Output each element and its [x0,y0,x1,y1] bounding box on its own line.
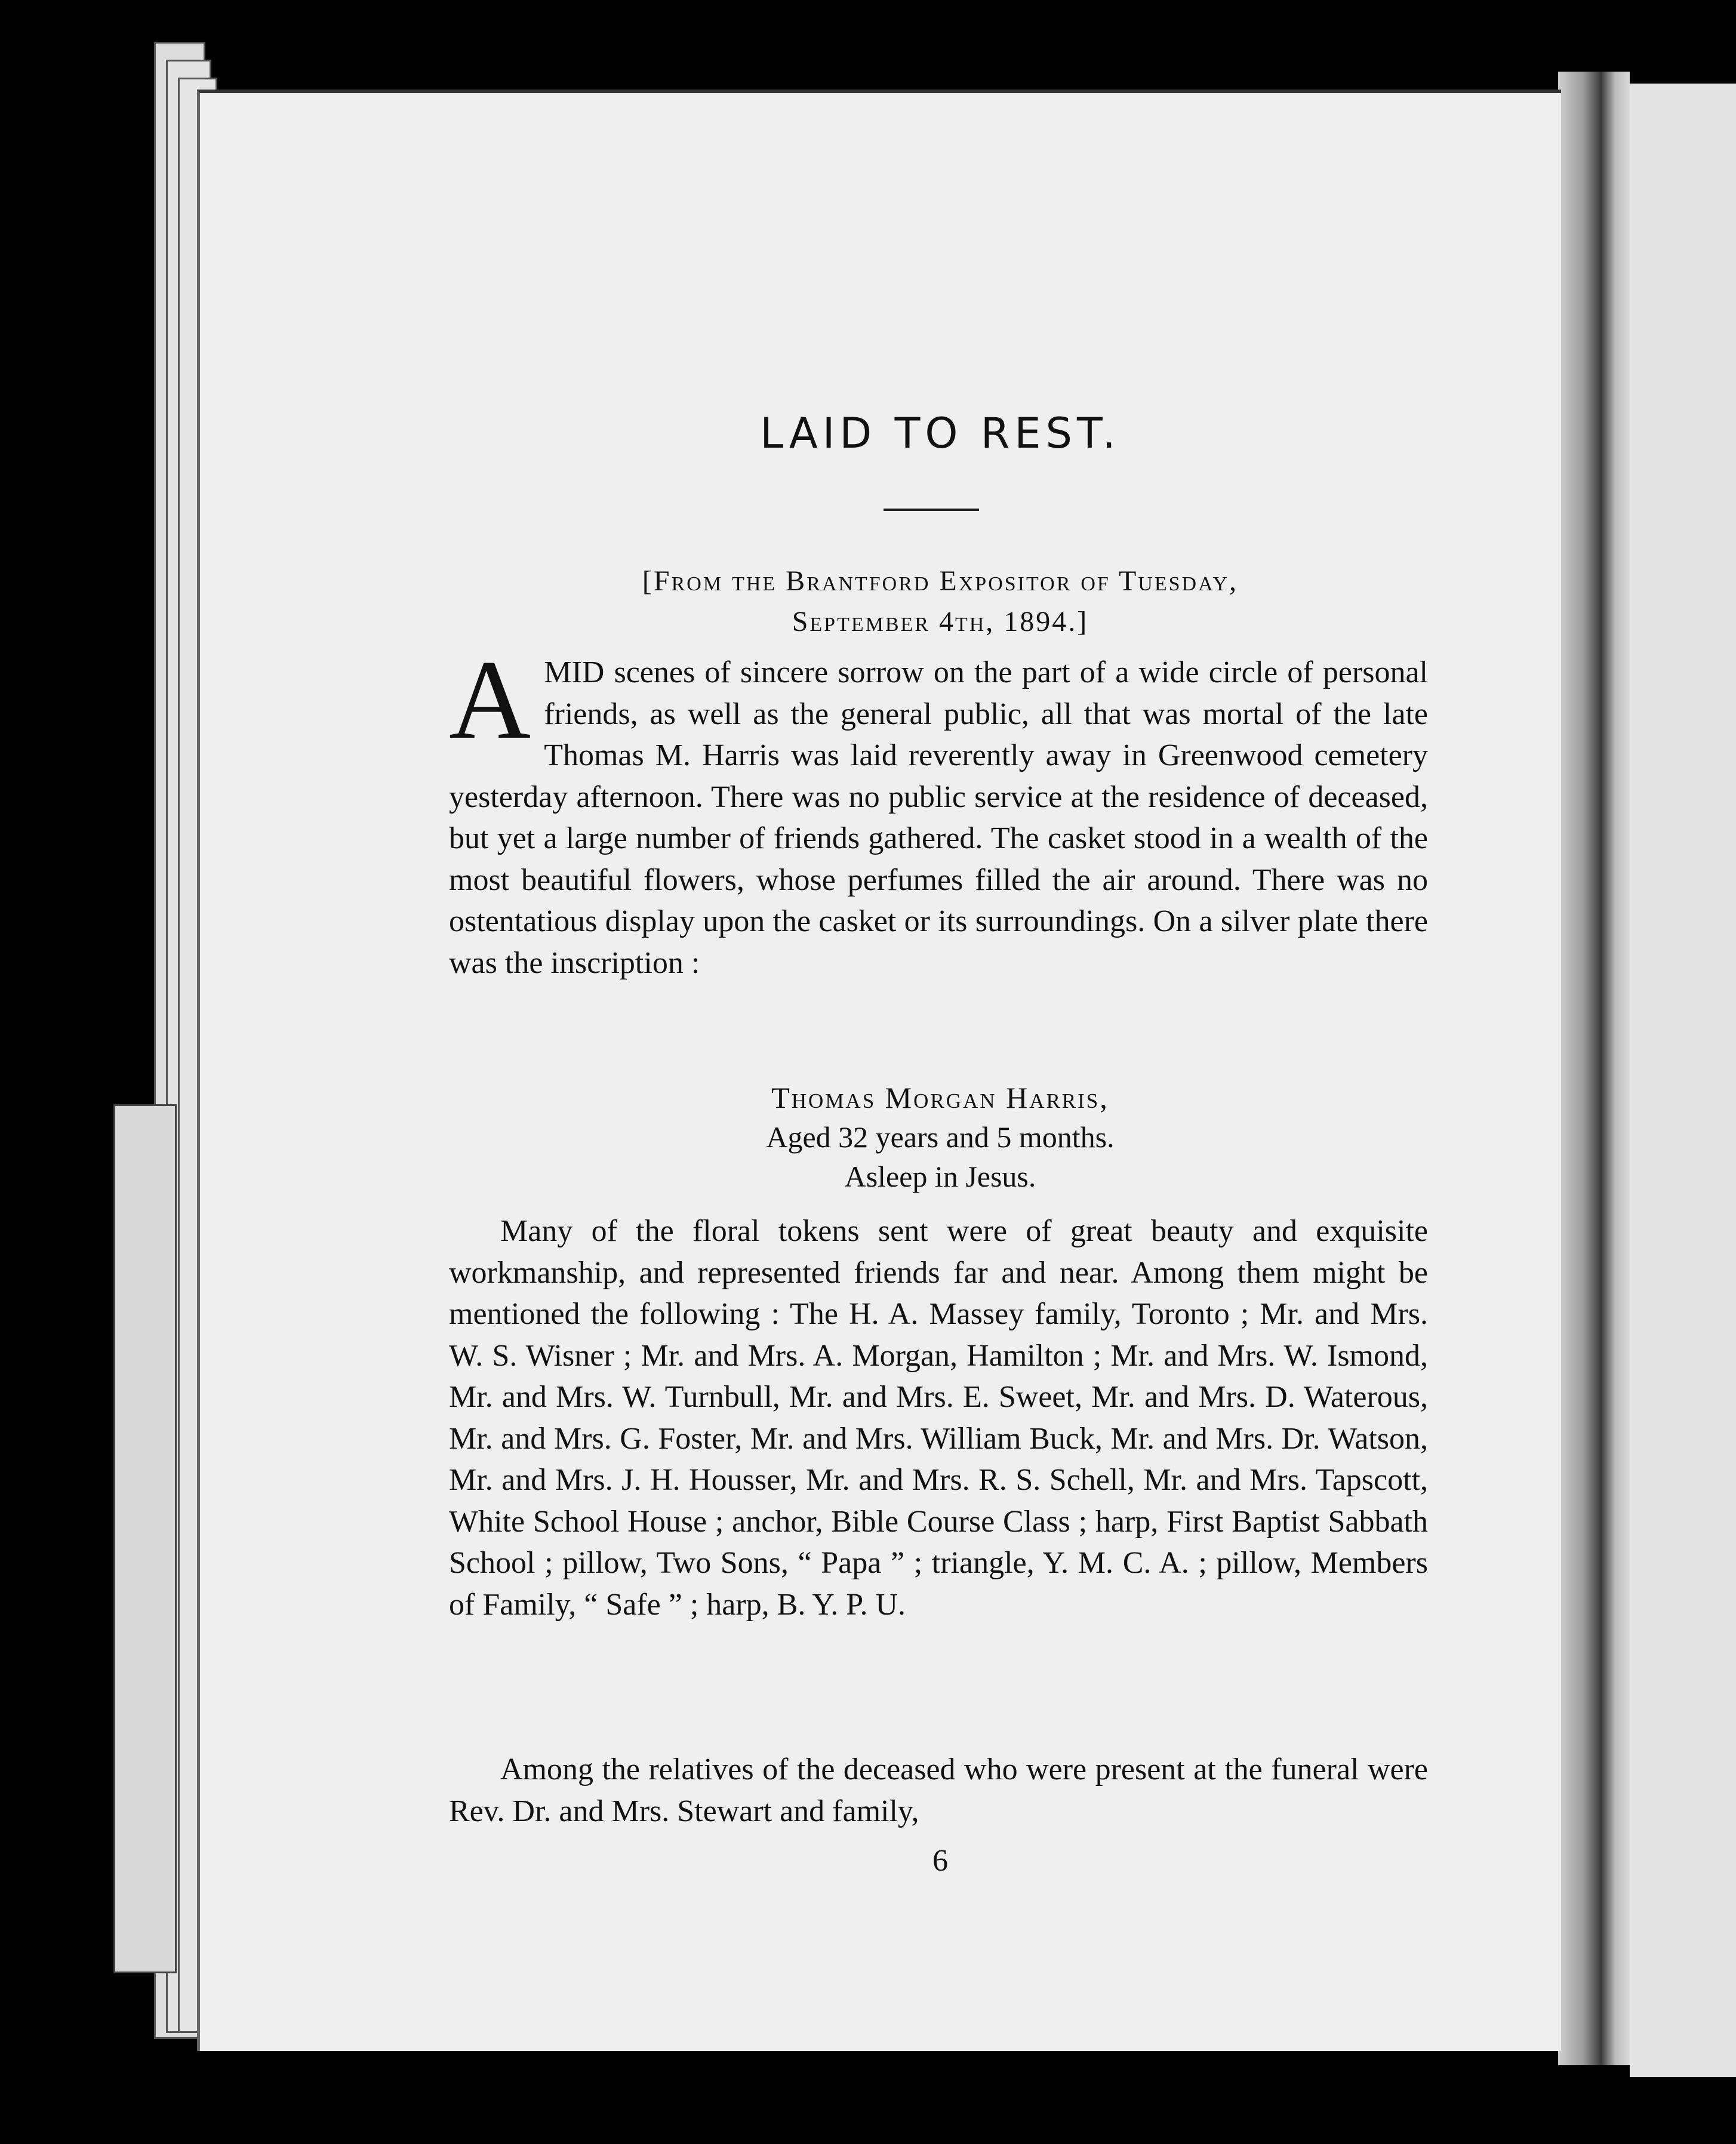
facing-page-edge [1630,84,1736,2077]
book-gutter [1558,72,1630,2065]
title-rule [884,509,979,511]
intro-text: MID scenes of sincere sorrow on the part of a wide circle of personal friends, as well as the general public, all that was mortal of the late Thomas M. Harris was laid reverently away in Greenwood cemetery yesterday afternoon. There was no public service at the residence of deceased, but yet a large number of friends gathered. The casket stood in a wealth of the most beautiful flowers, whose perfumes filled the air around. There was no ostentatious display upon the casket or its surroundings. On a silver plate there was the inscription : [449,655,1428,980]
inscription-age: Aged 32 years and 5 months. [766,1120,1115,1154]
source-citation [448,561,1433,642]
inscription-name: Thomas Morgan Harris, [771,1081,1109,1114]
inscription-epitaph: Asleep in Jesus. [844,1160,1036,1193]
source-line-1: [From the Brantford Expositor of Tuesday, [642,565,1239,597]
page-stack-edge [113,1104,177,1973]
floral-tokens-paragraph: Many of the floral tokens sent were of great beauty and exquisite workmanship, and represented friends far and near. Among them might be mentioned the following : The H. A. Massey family, Toronto ; Mr. and Mrs. W. S. Wisner ; Mr. and Mrs. A. Morgan, Hamilton ; Mr. and Mrs. W. Ismond, Mr. and Mrs. W. Turnbull, Mr. and Mrs. E. Sweet, Mr. and Mrs. D. Waterous, Mr. and Mrs. G. Foster, Mr. and Mrs. William Buck, Mr. and Mrs. Dr. Watson, Mr. and Mrs. J. H. Housser, Mr. and Mrs. R. S. Schell, Mr. and Mrs. Tapscott, White School House ; anchor, Bible Course Class ; harp, First Baptist Sabbath School ; pillow, Two Sons, “ Papa ” ; triangle, Y. M. C. A. ; pillow, Members of Family, “ Safe ” ; harp, B. Y. P. U. [449,1214,1428,1622]
page-title: LAID TO REST. [760,409,1121,458]
page-number: 6 [932,1844,948,1878]
source-line-2: September 4th, 1894.] [792,606,1089,637]
inscription [448,1078,1433,1196]
intro-paragraph [449,637,1428,984]
relatives-paragraph: Among the relatives of the deceased who were present at the funeral were Rev. Dr. and Mrs. Stewart and family, [449,1752,1428,1828]
drop-cap: A [449,637,531,763]
